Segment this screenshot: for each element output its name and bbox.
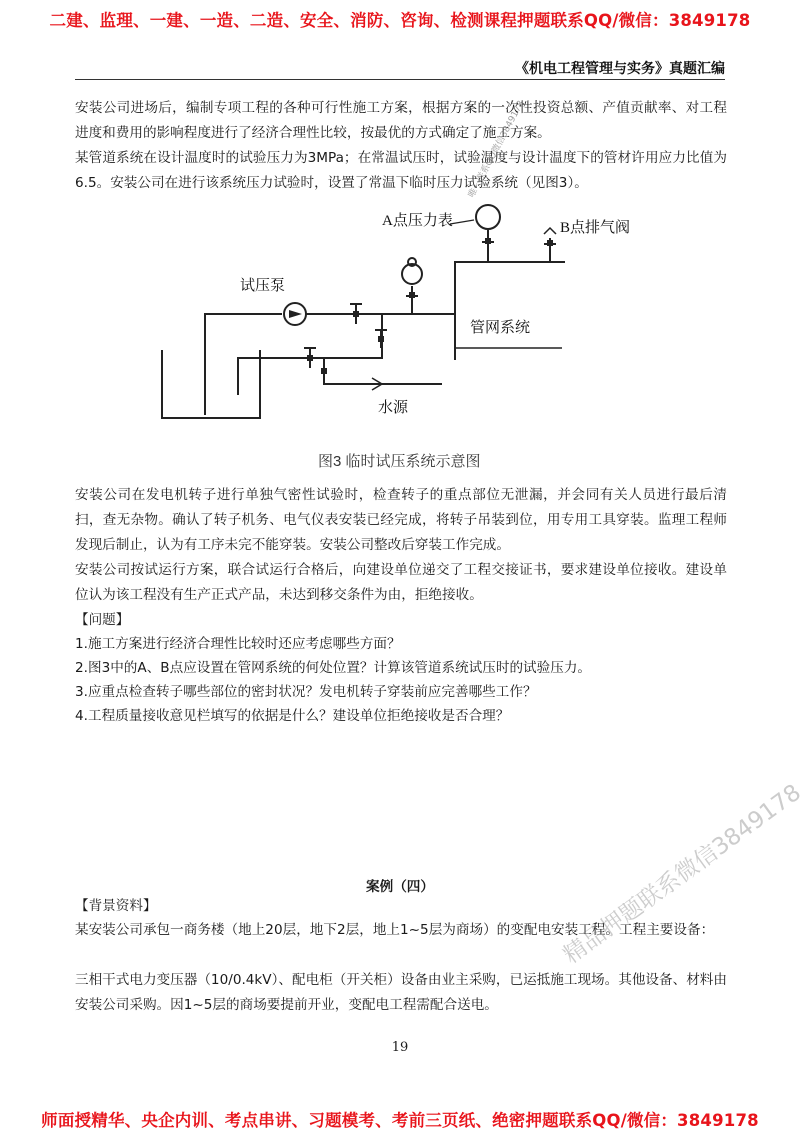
label-water-source: 水源: [378, 400, 409, 416]
water-source-pipe: [324, 358, 442, 384]
diagonal-stamp-text: 唯一联系QQ微信3849178: [466, 99, 527, 200]
question-item: 3.应重点检查转子哪些部位的密封状况？发电机转子穿装前应完善哪些工作？: [75, 684, 537, 700]
questions-heading: 【问题】: [75, 612, 130, 628]
background-heading: 【背景资料】: [75, 898, 157, 914]
paragraph-case4-equipment: 三相干式电力变压器（10/0.4kV）、配电柜（开关柜）设备由业主采购，已运抵施工现场。其他设备、材料由安装公司采购。因1~5层的商场要提前开业，变配电工程需配合送电。: [75, 972, 727, 1013]
label-test-pump: 试压泵: [240, 278, 286, 294]
paragraph-pressure-test: 某管道系统在设计温度时的试验压力为3MPa；在常温试压时，试验温度与设计温度下的管材许用应力比值为6.5。安装公司在进行该系统压力试验时，设置了常温下临时压力试验系统（见图3）。: [75, 150, 727, 191]
bottom-promo-banner: 师面授精华、央企内训、考点串讲、习题模考、考前三页纸、绝密押题联系QQ/微信：3849178: [41, 1111, 759, 1130]
pipe-network-box: [455, 262, 565, 360]
pressure-test-system-diagram: [150, 200, 631, 480]
paragraph-rotor-airtight: 安装公司在发电机转子进行单独气密性试验时，检查转子的重点部位无泄漏，并会同有关人员进行最后清扫，查无杂物。确认了转子机务、电气仪表安装已经完成，将转子吊装到位，用专用工具穿装。监理工程师发现后制止，认为有工序未完不能穿装。安装公司整改后穿装工作完成。: [75, 487, 727, 553]
question-item: 1.施工方案进行经济合理性比较时还应考虑哪些方面？: [75, 636, 401, 652]
header-divider: [75, 79, 725, 80]
top-promo-banner: 二建、监理、一建、一造、二造、安全、消防、咨询、检测课程押题联系QQ/微信：3849178: [49, 11, 751, 30]
diagonal-watermark: 精品押题联系微信3849178: [558, 779, 806, 970]
case-four-title: 案例（四）: [366, 879, 434, 895]
water-tank: [162, 350, 260, 418]
question-item: 2.图3中的A、B点应设置在管网系统的何处位置？计算该管道系统试压时的试验压力。: [75, 660, 592, 676]
label-pipe-network: 管网系统: [470, 320, 531, 336]
tank-outlet-pipe: [205, 314, 282, 415]
figure-caption: 图3 临时试压系统示意图: [318, 453, 481, 470]
paragraph-handover: 安装公司按试运行方案，联合试运行合格后，向建设单位递交了工程交接证书，要求建设单位接收。建设单位认为该工程没有生产正式产品，未达到移交条件为由，拒绝接收。: [75, 562, 727, 603]
paragraph-case4-intro: 某安装公司承包一商务楼（地上20层，地下2层，地上1~5层为商场）的变配电安装工程。工程主要设备：: [75, 922, 715, 938]
document-header-title: 《机电工程管理与实务》真题汇编: [515, 61, 725, 77]
page-number: 19: [391, 1040, 409, 1055]
label-a-pressure-gauge: A点压力表: [382, 213, 453, 229]
question-item: 4.工程质量接收意见栏填写的依据是什么？建设单位拒绝接收是否合理？: [75, 708, 510, 724]
label-b-vent-valve: B点排气阀: [560, 220, 631, 236]
paragraph-construction-plan: 安装公司进场后，编制专项工程的各种可行性施工方案，根据方案的一次性投资总额、产值贡献率、对工程进度和费用的影响程度进行了经济合理性比较，按最优的方式确定了施工方案。: [75, 100, 727, 141]
